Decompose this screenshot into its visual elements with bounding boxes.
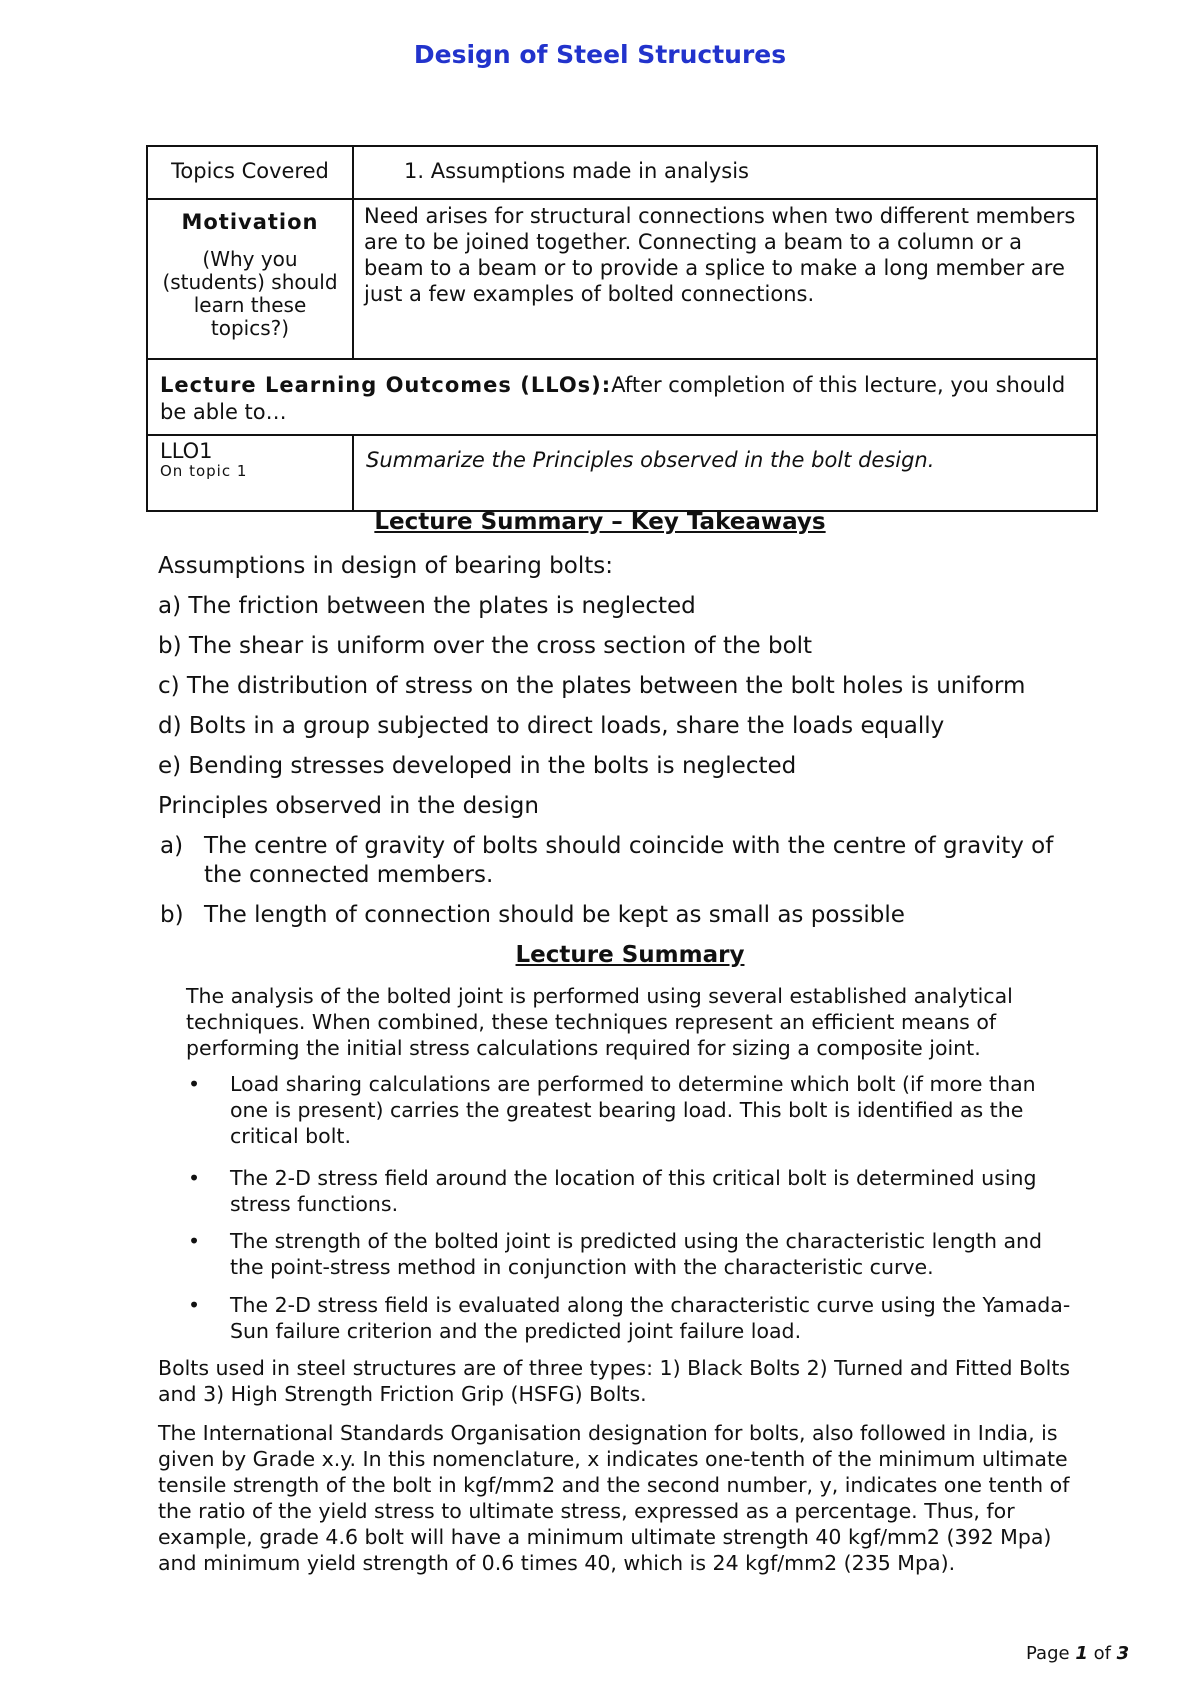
summary-bullet	[188, 1228, 1078, 1280]
summary-bullet	[188, 1165, 1078, 1217]
summary-bullet	[188, 1071, 1078, 1149]
llo1-text: Summarize the Principles observed in the bolt design.	[353, 435, 1097, 511]
principle-b-letter: b)	[160, 902, 184, 928]
assumption-d: d) Bolts in a group subjected to direct loads, share the loads equally	[158, 713, 945, 739]
topics-covered-value: 1. Assumptions made in analysis	[353, 146, 1097, 199]
key-takeaways-heading: Lecture Summary – Key Takeaways	[374, 509, 826, 535]
principle-a-letter: a)	[160, 833, 184, 859]
principle-a-line1: The centre of gravity of bolts should coincide with the centre of gravity of	[204, 833, 1054, 859]
llo-heading: Lecture Learning Outcomes (LLOs):	[160, 373, 612, 397]
llo1-cell	[147, 435, 353, 511]
page-number: 1	[1075, 1643, 1088, 1664]
summary-intro: The analysis of the bolted joint is performed using several established analytical techniques. When combined, these techniques represent an efficient means of performing the initial stress calculations required for sizing a composite joint.	[186, 984, 1013, 1060]
motivation-cell	[147, 199, 353, 359]
summary-bullet-text: Load sharing calculations are performed to determine which bolt (if more than one is present) carries the greatest bearing load. This bolt is identified as the critical bolt.	[230, 1072, 1036, 1148]
page-footer	[1026, 1643, 1129, 1664]
assumption-b: b) The shear is uniform over the cross section of the bolt	[158, 633, 813, 659]
bolt-types-paragraph: Bolts used in steel structures are of three types: 1) Black Bolts 2) Turned and Fitted Bolts and 3) High Strength Friction Grip (HSFG) Bolts.	[158, 1356, 1071, 1406]
motivation-label: Motivation	[181, 210, 319, 234]
iso-designation-paragraph: The International Standards Organisation designation for bolts, also followed in India, is given by Grade x.y. In this nomenclature, x indicates one-tenth of the minimum ultimate tensile strength of the bolt in kgf/mm2 and the second number, y, indicates one tenth of the ratio of the yield stress to ultimate stress, expressed as a percentage. Thus, for example, grade 4.6 bolt will have a minimum ultimate strength 40 kgf/mm2 (392 Mpa) and minimum yield strength of 0.6 times 40, which is 24 kgf/mm2 (235 Mpa).	[158, 1421, 1070, 1575]
assumptions-heading: Assumptions in design of bearing bolts:	[158, 553, 613, 579]
bullet-icon: •	[188, 1072, 201, 1096]
topics-covered-label: Topics Covered	[147, 146, 353, 199]
principle-a-line2: the connected members.	[204, 862, 494, 888]
assumption-e: e) Bending stresses developed in the bolts is neglected	[158, 753, 797, 779]
page-total: 3	[1116, 1643, 1130, 1664]
bullet-icon: •	[188, 1293, 201, 1317]
motivation-subtitle: (Why you (students) should learn these topics?)	[162, 247, 338, 340]
summary-bullet-text: The strength of the bolted joint is predicted using the characteristic length and the point-stress method in conjunction with the characteristic curve.	[230, 1229, 1043, 1279]
principle-b	[160, 901, 905, 930]
principle-b-line1: The length of connection should be kept as small as possible	[204, 902, 905, 928]
assumption-c: c) The distribution of stress on the plates between the bolt holes is uniform	[158, 673, 1026, 699]
principle-a	[160, 832, 1053, 890]
lecture-info-table	[146, 145, 1098, 512]
principles-heading: Principles observed in the design	[158, 793, 539, 819]
llo-intro: After completion of this lecture, you should be able to…	[160, 373, 1066, 424]
llo1-topic: On topic 1	[160, 462, 248, 480]
assumption-a: a) The friction between the plates is neglected	[158, 593, 696, 619]
summary-bullet-text: The 2-D stress field is evaluated along the characteristic curve using the Yamada-Sun failure criterion and the predicted joint failure load.	[230, 1293, 1071, 1343]
summary-bullet-text: The 2-D stress field around the location of this critical bolt is determined using stress functions.	[230, 1166, 1037, 1216]
llo1-id: LLO1	[160, 439, 213, 463]
bullet-icon: •	[188, 1166, 201, 1190]
motivation-text: Need arises for structural connections when two different members are to be joined together. Connecting a beam to a column or a beam to a beam or to provide a splice to make a long member are just a few examples of bolted connections.	[353, 199, 1097, 359]
of-word: of	[1093, 1643, 1111, 1664]
document-title: Design of Steel Structures	[413, 40, 787, 69]
page-word: Page	[1026, 1643, 1070, 1664]
llo-heading-cell	[147, 359, 1097, 435]
bullet-icon: •	[188, 1229, 201, 1253]
summary-bullet	[188, 1292, 1078, 1344]
lecture-summary-heading: Lecture Summary	[515, 942, 745, 968]
